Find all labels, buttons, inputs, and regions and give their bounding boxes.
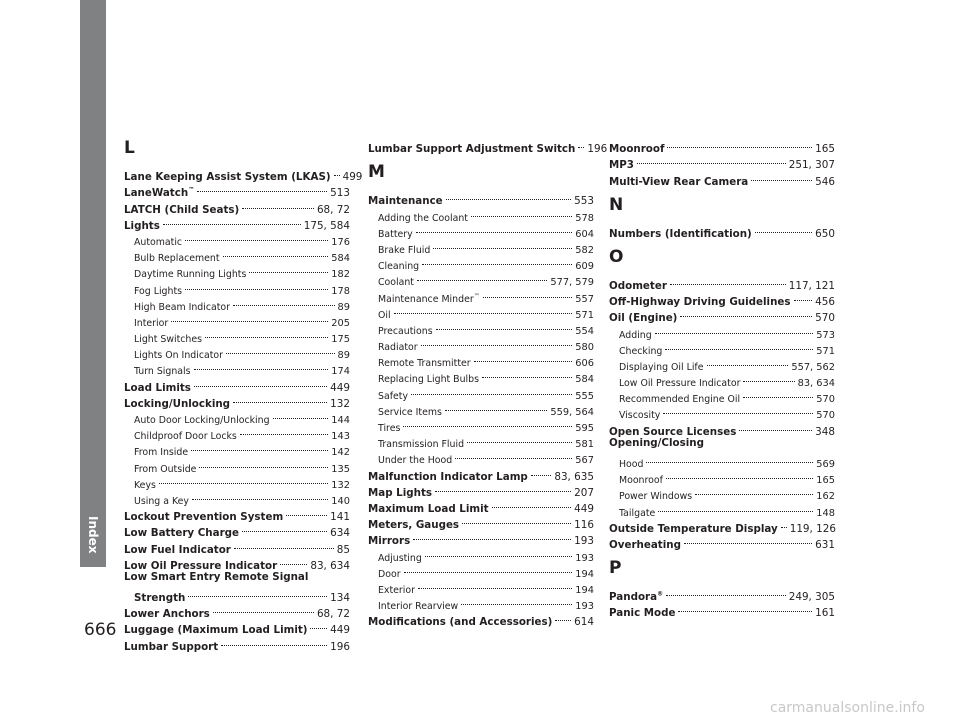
leader-dots <box>655 321 814 337</box>
index-tab-label: Index <box>86 516 100 554</box>
entry-text: From Inside <box>134 447 189 459</box>
entry-text: Strength <box>134 592 186 605</box>
entry-text: Mirrors <box>368 535 411 548</box>
leader-dots <box>163 213 301 229</box>
entry-pages: 631 <box>815 538 835 551</box>
entry-text: Precautions <box>378 325 433 337</box>
leader-dots <box>242 196 314 212</box>
leader-dots <box>226 342 335 358</box>
entry-pages: 161 <box>815 607 835 620</box>
leader-dots <box>310 617 327 633</box>
leader-dots <box>185 229 328 245</box>
entry-pages: 135 <box>331 463 350 475</box>
entry-text: Cleaning <box>378 261 420 273</box>
entry-pages: 119, 126 <box>789 522 836 535</box>
index-section-letter: M <box>368 162 385 183</box>
entry-text: Replacing Light Bulbs <box>378 374 479 386</box>
leader-dots <box>461 593 572 609</box>
entry-text: Lights <box>124 219 160 232</box>
leader-dots <box>197 180 327 196</box>
leader-dots <box>280 553 307 569</box>
leader-dots <box>422 253 572 269</box>
index-entry <box>368 188 594 208</box>
entry-pages: 68, 72 <box>316 608 350 621</box>
entry-text: Checking <box>619 345 663 357</box>
index-entry <box>124 585 350 605</box>
leader-dots <box>436 318 573 334</box>
leader-dots <box>483 285 573 301</box>
entry-text: Light Switches <box>134 334 203 346</box>
index-subentry <box>368 577 594 596</box>
leader-dots <box>678 600 812 616</box>
entry-text: Power Windows <box>619 491 693 503</box>
entry-pages: 83, 635 <box>554 470 594 483</box>
index-section-letter: N <box>609 194 624 215</box>
entry-pages: 449 <box>330 381 350 394</box>
entry-pages: 175, 584 <box>303 219 350 232</box>
leader-dots <box>665 338 813 354</box>
index-side-tab <box>80 0 106 567</box>
entry-text: Interior <box>134 317 169 329</box>
leader-dots <box>743 370 794 386</box>
leader-dots <box>455 447 572 463</box>
leader-dots <box>221 633 327 649</box>
leader-dots <box>435 480 571 496</box>
entry-pages: 546 <box>815 175 835 188</box>
entry-text: LATCH (Child Seats) <box>124 203 240 216</box>
leader-dots <box>233 294 335 310</box>
entry-text: Opening/Closing <box>609 436 704 449</box>
entry-text: Daytime Running Lights <box>134 269 247 281</box>
entry-text: Turn Signals <box>134 366 191 378</box>
entry-text: MP3 <box>609 159 634 172</box>
entry-pages: 142 <box>331 447 350 459</box>
entry-text: Low Oil Pressure Indicator <box>619 378 741 390</box>
entry-pages: 117, 121 <box>788 279 835 292</box>
entry-pages: 557, 562 <box>791 361 835 373</box>
leader-dots <box>446 188 571 204</box>
leader-dots <box>666 467 813 483</box>
entry-pages: 571 <box>816 345 835 357</box>
leader-dots <box>418 577 572 593</box>
entry-text: LaneWatch™ <box>124 186 195 200</box>
entry-pages: 573 <box>816 329 835 341</box>
entry-pages: 609 <box>575 261 594 273</box>
entry-text: Adding the Coolant <box>378 212 468 224</box>
entry-pages: 175 <box>331 334 350 346</box>
index-subentry <box>124 488 350 507</box>
entry-text: Keys <box>134 479 156 491</box>
entry-pages: 165 <box>816 475 835 487</box>
entry-pages: 634 <box>330 527 350 540</box>
entry-text: Luggage (Maximum Load Limit) <box>124 624 308 637</box>
entry-pages: 193 <box>575 552 594 564</box>
entry-text: Displaying Oil Life <box>619 361 704 373</box>
entry-pages: 251, 307 <box>788 159 835 172</box>
entry-pages: 555 <box>575 390 594 402</box>
entry-pages: 249, 305 <box>788 591 835 604</box>
index-entry <box>609 136 835 156</box>
entry-text: Multi-View Rear Camera <box>609 175 749 188</box>
leader-dots <box>474 350 573 366</box>
index-entry <box>609 221 835 240</box>
watermark: carmanualsonline.info <box>770 700 925 716</box>
leader-dots <box>670 273 786 289</box>
entry-text: Tailgate <box>619 507 656 519</box>
entry-pages: 559, 564 <box>550 406 594 418</box>
leader-dots <box>233 391 327 407</box>
entry-pages: 178 <box>331 285 350 297</box>
entry-pages: 553 <box>574 195 594 208</box>
entry-pages: 650 <box>815 227 835 240</box>
entry-text: Using a Key <box>134 495 189 507</box>
entry-pages: 132 <box>330 397 350 410</box>
entry-text: Interior Rearview <box>378 601 459 613</box>
entry-text: Lights On Indicator <box>134 350 223 362</box>
index-section-letter: L <box>124 138 135 158</box>
entry-text: Odometer <box>609 279 667 292</box>
index-subentry <box>368 318 594 337</box>
leader-dots <box>404 561 573 577</box>
entry-pages: 196 <box>330 640 350 653</box>
leader-dots <box>159 472 328 488</box>
entry-text: Bulb Replacement <box>134 253 220 265</box>
leader-dots <box>462 512 571 528</box>
leader-dots <box>416 221 573 237</box>
leader-dots <box>695 483 813 499</box>
leader-dots <box>421 334 573 350</box>
leader-dots <box>403 415 572 431</box>
entry-text: Adding <box>619 329 652 341</box>
entry-pages: 176 <box>331 236 350 248</box>
leader-dots <box>213 601 314 617</box>
entry-pages: 581 <box>575 439 594 451</box>
entry-text: Maintenance <box>368 195 443 208</box>
leader-dots <box>411 382 572 398</box>
leader-dots <box>199 455 328 471</box>
entry-text: Brake Fluid <box>378 244 431 256</box>
leader-dots <box>242 520 327 536</box>
entry-text: Lane Keeping Assist System (LKAS) <box>124 171 331 184</box>
leader-dots <box>194 358 329 374</box>
leader-dots <box>234 536 334 552</box>
leader-dots <box>781 516 787 532</box>
entry-pages: 570 <box>816 410 835 422</box>
entry-text: Coolant <box>378 277 414 289</box>
entry-pages: 580 <box>575 342 594 354</box>
entry-text: Door <box>378 568 401 580</box>
leader-dots <box>417 269 547 285</box>
leader-dots <box>471 204 572 220</box>
entry-pages: 205 <box>331 317 350 329</box>
entry-text: Viscosity <box>619 410 661 422</box>
entry-pages: 604 <box>575 228 594 240</box>
entry-text: Map Lights <box>368 486 432 499</box>
entry-text: Battery <box>378 228 413 240</box>
entry-pages: 456 <box>815 296 835 309</box>
entry-pages: 141 <box>330 511 350 524</box>
page-number: 666 <box>84 620 117 640</box>
index-entry <box>368 136 608 156</box>
entry-pages: 196 <box>587 143 608 156</box>
entry-text: Low Battery Charge <box>124 527 240 540</box>
entry-text: Moonroof <box>609 143 665 156</box>
entry-pages: 348 <box>815 425 835 438</box>
entry-pages: 193 <box>574 535 594 548</box>
leader-dots <box>637 152 786 168</box>
entry-pages: 582 <box>575 244 594 256</box>
leader-dots <box>433 237 572 253</box>
leader-dots <box>445 399 548 415</box>
leader-dots <box>425 544 572 560</box>
entry-pages: 89 <box>337 301 350 313</box>
leader-dots <box>482 366 572 382</box>
leader-dots <box>492 496 572 512</box>
entry-pages: 162 <box>816 491 835 503</box>
entry-text: Lumbar Support <box>124 640 219 653</box>
entry-pages: 569 <box>816 459 835 470</box>
index-subentry <box>368 302 594 321</box>
leader-dots <box>794 289 813 305</box>
entry-pages: 89 <box>337 350 350 362</box>
entry-pages: 567 <box>575 455 594 467</box>
leader-dots <box>707 354 789 370</box>
entry-pages: 143 <box>331 431 350 443</box>
entry-text: Adjusting <box>378 552 422 564</box>
entry-pages: 578 <box>575 212 594 224</box>
entry-text: Transmission Fluid <box>378 439 465 451</box>
leader-dots <box>188 585 327 601</box>
entry-text: Overheating <box>609 538 681 551</box>
leader-dots <box>413 528 571 544</box>
entry-pages: 182 <box>331 269 350 281</box>
entry-pages: 449 <box>574 502 594 515</box>
entry-pages: 68, 72 <box>316 203 350 216</box>
entry-pages: 584 <box>331 253 350 265</box>
entry-pages: 570 <box>816 394 835 406</box>
leader-dots <box>286 504 327 520</box>
entry-text: Auto Door Locking/Unlocking <box>134 415 270 426</box>
entry-pages: 194 <box>575 568 594 580</box>
entry-pages: 134 <box>330 592 350 605</box>
index-subentry <box>368 431 594 451</box>
entry-pages: 85 <box>336 543 350 556</box>
entry-pages: 449 <box>330 624 350 637</box>
entry-pages: 499 <box>342 171 363 184</box>
entry-text: Lockout Prevention System <box>124 511 284 524</box>
entry-text: Lower Anchors <box>124 608 210 621</box>
leader-dots <box>578 136 584 152</box>
leader-dots <box>273 407 329 423</box>
leader-dots <box>205 326 328 342</box>
entry-pages: 193 <box>575 601 594 613</box>
leader-dots <box>666 584 786 600</box>
entry-text: Locking/Unlocking <box>124 397 231 410</box>
entry-text: Low Oil Pressure Indicator <box>124 559 278 572</box>
entry-text: Hood <box>619 459 644 470</box>
entry-text: Radiator <box>378 342 418 354</box>
entry-pages: 140 <box>331 495 350 507</box>
leader-dots <box>240 423 329 439</box>
entry-text: Modifications (and Accessories) <box>368 616 553 629</box>
entry-text: Pandora® <box>609 590 664 604</box>
entry-pages: 83, 634 <box>310 559 350 572</box>
leader-dots <box>555 609 571 625</box>
entry-text: Service Items <box>378 406 442 418</box>
leader-dots <box>531 463 552 479</box>
entry-text: Low Fuel Indicator <box>124 543 231 556</box>
entry-text: Remote Transmitter <box>378 358 471 370</box>
entry-text: Automatic <box>134 236 183 248</box>
entry-text: Under the Hood <box>378 455 453 467</box>
leader-dots <box>394 302 573 318</box>
entry-pages: 577, 579 <box>550 277 594 289</box>
leader-dots <box>467 431 572 447</box>
leader-dots <box>743 386 813 402</box>
entry-pages: 174 <box>331 366 350 378</box>
index-column-1 <box>124 136 363 653</box>
entry-pages: 595 <box>575 423 594 434</box>
entry-text: Fog Lights <box>134 285 183 297</box>
index-section-letter: O <box>609 246 624 267</box>
leader-dots <box>684 532 812 548</box>
entry-text: Outside Temperature Display <box>609 522 778 535</box>
index-entry <box>609 152 835 172</box>
leader-dots <box>171 310 328 326</box>
leader-dots <box>334 164 340 180</box>
index-section-letter: P <box>609 557 622 578</box>
entry-text: Lumbar Support Adjustment Switch <box>368 143 576 156</box>
leader-dots <box>185 277 328 293</box>
index-entry <box>609 584 835 604</box>
entry-text: Low Smart Entry Remote Signal <box>124 570 309 583</box>
leader-dots <box>249 261 328 277</box>
leader-dots <box>192 488 328 504</box>
leader-dots <box>739 418 812 434</box>
leader-dots <box>751 168 812 184</box>
entry-text: Load Limits <box>124 381 191 394</box>
entry-text: Maintenance Minder™ <box>378 292 480 305</box>
entry-pages: 148 <box>816 507 835 519</box>
entry-pages: 614 <box>574 616 594 629</box>
leader-dots <box>223 245 329 261</box>
entry-pages: 165 <box>815 143 835 156</box>
leader-dots <box>667 136 812 152</box>
entry-text: Maximum Load Limit <box>368 502 489 515</box>
leader-dots <box>194 374 327 390</box>
entry-pages: 570 <box>815 312 835 325</box>
entry-text: Oil (Engine) <box>609 312 678 325</box>
entry-text: High Beam Indicator <box>134 301 231 313</box>
entry-text: Exterior <box>378 584 415 596</box>
entry-text: Meters, Gauges <box>368 519 460 532</box>
entry-pages: 557 <box>575 293 594 305</box>
entry-text: Off-Highway Driving Guidelines <box>609 296 791 309</box>
entry-text: Tires <box>378 423 401 434</box>
entry-pages: 116 <box>574 519 594 532</box>
index-entry <box>609 168 835 188</box>
leader-dots <box>663 402 813 418</box>
entry-pages: 207 <box>574 486 594 499</box>
leader-dots <box>680 305 812 321</box>
entry-text: Numbers (Identification) <box>609 227 752 240</box>
entry-text: Malfunction Indicator Lamp <box>368 470 528 483</box>
entry-pages: 194 <box>575 584 594 596</box>
leader-dots <box>658 499 813 515</box>
entry-pages: 132 <box>331 479 350 491</box>
index-subentry <box>609 451 835 470</box>
entry-text: Moonroof <box>619 475 663 487</box>
entry-text: From Outside <box>134 463 197 475</box>
index-entry <box>124 164 363 184</box>
entry-text: Oil <box>378 309 391 321</box>
entry-pages: 513 <box>330 187 350 200</box>
entry-pages: 144 <box>331 415 350 426</box>
entry-text: Recommended Engine Oil <box>619 394 741 406</box>
entry-pages: 571 <box>575 309 594 321</box>
entry-pages: 83, 634 <box>797 378 835 390</box>
leader-dots <box>191 439 328 455</box>
entry-pages: 554 <box>575 325 594 337</box>
entry-text: Childproof Door Locks <box>134 431 237 443</box>
entry-text: Open Source Licenses <box>609 425 737 438</box>
entry-text: Panic Mode <box>609 607 676 620</box>
leader-dots <box>755 221 812 237</box>
entry-pages: 606 <box>575 358 594 370</box>
index-column-2 <box>368 136 608 629</box>
entry-text: Safety <box>378 390 408 402</box>
index-column-3 <box>609 136 836 620</box>
entry-pages: 584 <box>575 374 594 386</box>
index-entry <box>609 273 835 292</box>
leader-dots <box>646 451 813 467</box>
